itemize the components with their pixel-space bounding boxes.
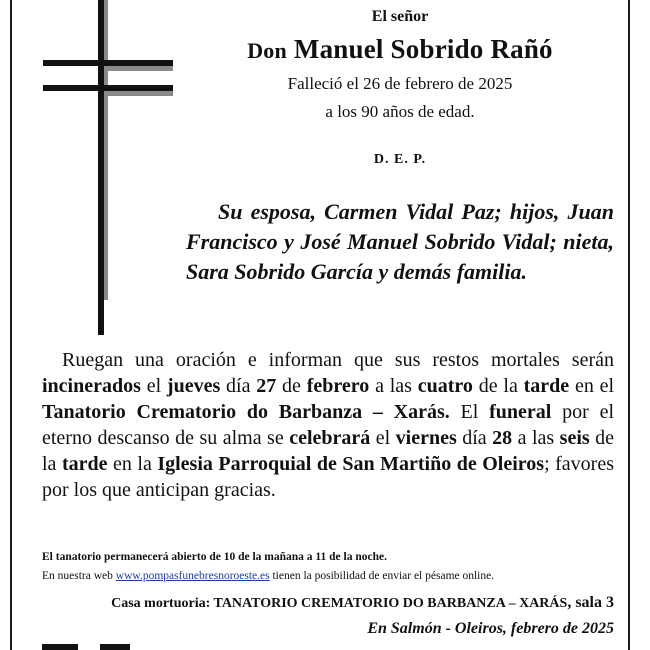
house-room: , sala 3 xyxy=(567,594,614,611)
funeral-home-line xyxy=(42,594,614,612)
bottom-cut-mark xyxy=(42,644,78,650)
family-list xyxy=(186,197,614,287)
name-prefix: Don xyxy=(247,38,287,63)
cross-vertical-shadow xyxy=(104,0,108,300)
place-and-date: En Salmón - Oleiros, febrero de 2025 xyxy=(367,620,614,637)
death-date: Falleció el 26 de febrero de 2025 xyxy=(287,74,513,93)
cross-horizontal-shadow-bottom xyxy=(108,91,173,96)
age-at-death: a los 90 años de edad. xyxy=(325,102,475,121)
name-text: Manuel Sobrido Rañó xyxy=(293,34,553,64)
announcement-paragraph: Ruegan una oración e informan que sus restos mortales serán incinerados el jueves día 27 de febrero a las cuatro de la tarde en el Tanatorio Crematorio do Barbanza – Xarás. El funeral por el eterno descanso de su alma se celebrará el viernes día 28 a las seis de la tarde en la Iglesia Parroquial de San Martiño de Oleiros; favores por los que anticipan gracias. xyxy=(42,349,615,501)
bottom-cut-mark xyxy=(100,644,130,650)
rip-abbrev: D. E. P. xyxy=(373,152,427,167)
house-label: Casa mortuoria: xyxy=(111,596,214,611)
house-value: TANATORIO CREMATORIO DO BARBANZA – XARÁS xyxy=(213,596,568,611)
web-link[interactable]: www.pompasfunebresnoroeste.es xyxy=(115,570,270,582)
web-note: En nuestra web www.pompasfunebresnoroeste.es tienen la posibilidad de enviar el pésame online. xyxy=(42,570,495,582)
cross-horizontal-shadow-top xyxy=(108,66,173,71)
left-border-line xyxy=(10,0,12,650)
deceased-name xyxy=(180,34,620,65)
title-prefix: El señor xyxy=(371,8,429,25)
opening-hours-note: El tanatorio permanecerá abierto de 10 de la mañana a 11 de la noche. xyxy=(42,551,387,563)
cross-icon xyxy=(38,0,178,340)
right-border-line xyxy=(628,0,630,650)
family-text: Su esposa, Carmen Vidal Paz; hijos, Juan Francisco y José Manuel Sobrido Vidal; nieta, Sara Sobrido García y demás familia. xyxy=(186,199,614,284)
